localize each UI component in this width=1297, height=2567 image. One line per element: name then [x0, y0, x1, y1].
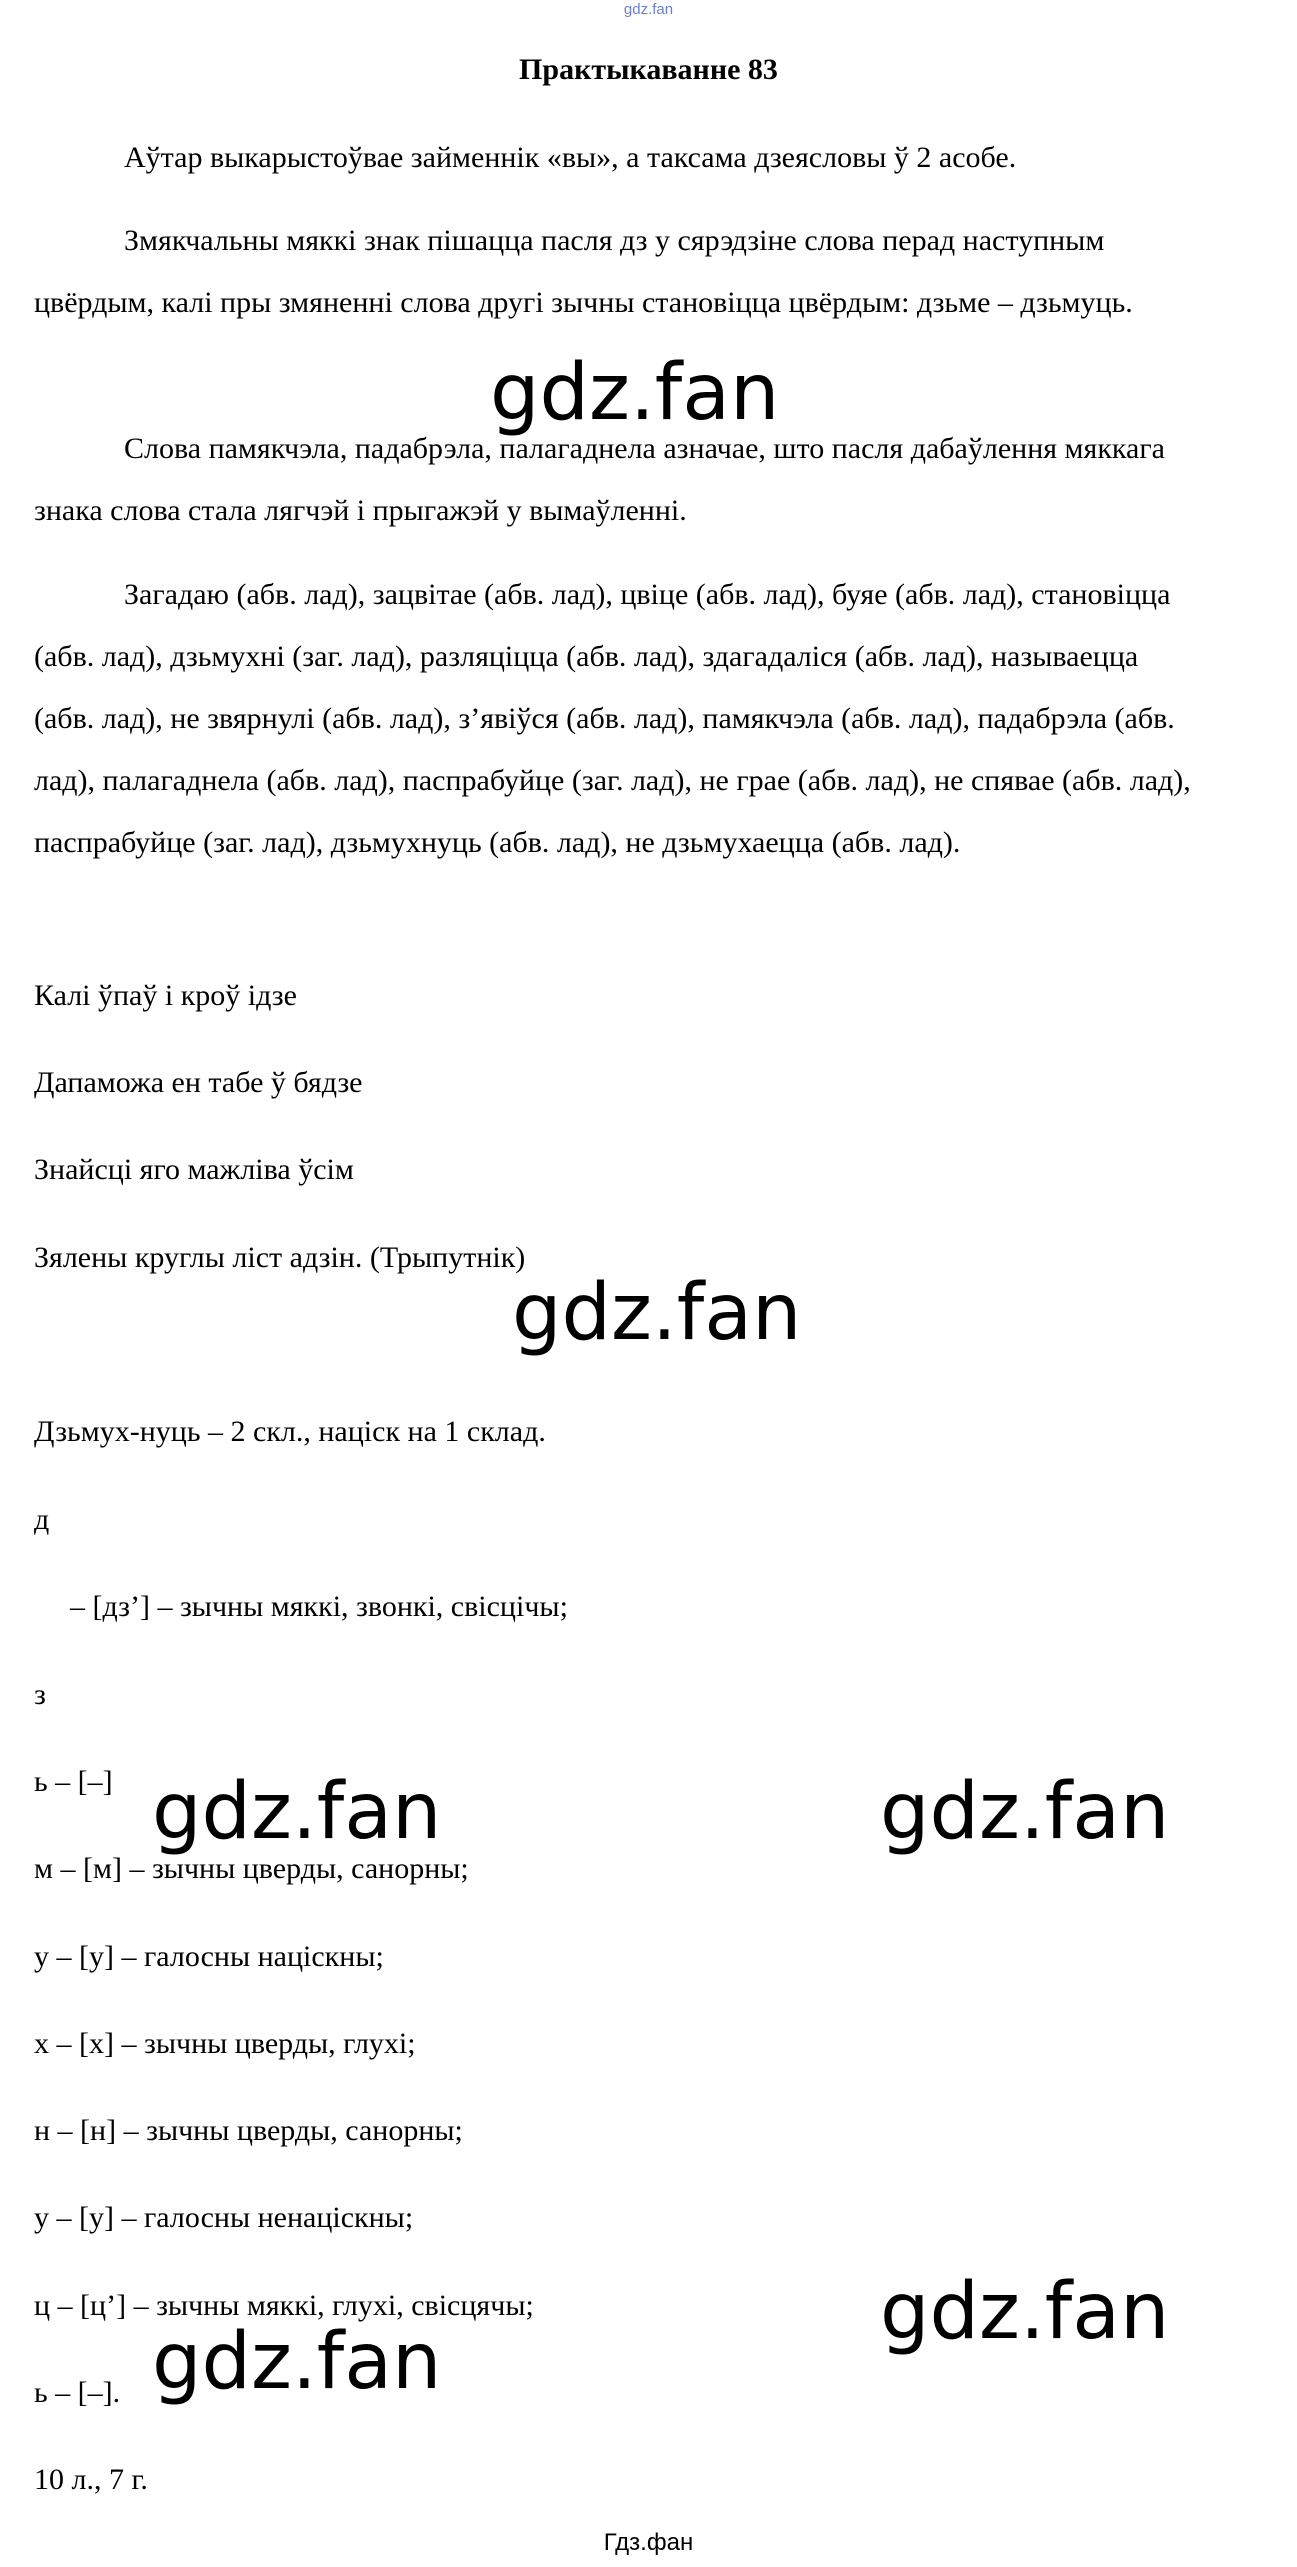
- analysis-line-4: з: [34, 1678, 46, 1711]
- paragraph-1: Аўтар выкарыстоўвае займеннік «вы», а таксама дзеясловы ў 2 асобе.: [124, 141, 1017, 174]
- paragraph-3: Слова памякчэла, падабрэла, палагаднела азначае, што пасля дабаўлення мяккага знака слова стала лягчэй і прыгажэй у вымаўленні.: [34, 432, 1165, 527]
- riddle-line-4: Зялены круглы ліст адзін. (Трыпутнік): [34, 1241, 526, 1274]
- watermark-1: gdz.fan: [490, 348, 780, 438]
- paragraph-2: Змякчальны мяккі знак пішацца пасля дз у сярэдзіне слова перад наступным цвёрдым, калі пры змяненні слова другі зычны становіцца цвёрдым: дзьме – дзьмуць.: [34, 224, 1133, 319]
- analysis-line-8: х – [х] – зычны цверды, глухі;: [34, 2027, 416, 2060]
- analysis-line-11: ц – [ц’] – зычны мяккі, глухі, свісцячы;: [34, 2289, 534, 2322]
- paragraph-4: Загадаю (абв. лад), зацвітае (абв. лад), цвіце (абв. лад), буяе (абв. лад), становіцца (абв. лад), дзьмухні (заг. лад), разляціцца (абв. лад), здагадаліся (абв. лад), называецца (абв. лад), не звярнулі (абв. лад), з’явіўся (абв. лад), памякчэла (абв. лад), падабрэла (абв. лад), палагаднела (абв. лад), паспрабуйце (заг. лад), не грае (абв. лад), не спявае (абв. лад), паспрабуйце (заг. лад), дзьмухнуць (абв. лад), не дзьмухаецца (абв. лад).: [34, 578, 1191, 859]
- analysis-line-10: у – [у] – галосны ненаціскны;: [34, 2201, 414, 2234]
- analysis-line-6: м – [м] – зычны цверды, санорны;: [34, 1852, 469, 1885]
- analysis-line-7: у – [у] – галосны націскны;: [34, 1940, 384, 1973]
- riddle-line-3: Знайсці яго мажліва ўсім: [34, 1153, 354, 1186]
- footer-text: Гдз.фан: [603, 2529, 694, 2556]
- watermark-2: gdz.fan: [512, 1268, 802, 1358]
- analysis-line-12: ь – [–].: [34, 2376, 121, 2409]
- watermark-3: gdz.fan: [152, 1767, 442, 1857]
- watermark-6: gdz.fan: [152, 2317, 442, 2407]
- analysis-line-13: 10 л., 7 г.: [34, 2463, 148, 2496]
- analysis-line-2: д: [34, 1503, 50, 1536]
- page-title: Практыкаванне 83: [519, 53, 778, 86]
- riddle-line-2: Дапаможа ен табе ў бядзе: [34, 1066, 363, 1099]
- riddle-line-1: Калі ўпаў і кроў ідзе: [34, 979, 297, 1012]
- analysis-line-5: ь – [–]: [34, 1765, 113, 1798]
- watermark-4: gdz.fan: [880, 1767, 1170, 1857]
- top-watermark: gdz.fan: [623, 1, 674, 18]
- analysis-line-9: н – [н] – зычны цверды, санорны;: [34, 2114, 463, 2147]
- analysis-line-3: – [дз’] – зычны мяккі, звонкі, свісцічы;: [70, 1590, 568, 1623]
- watermark-5: gdz.fan: [880, 2267, 1170, 2357]
- analysis-line-1: Дзьмух-нуць – 2 скл., націск на 1 склад.: [34, 1415, 546, 1448]
